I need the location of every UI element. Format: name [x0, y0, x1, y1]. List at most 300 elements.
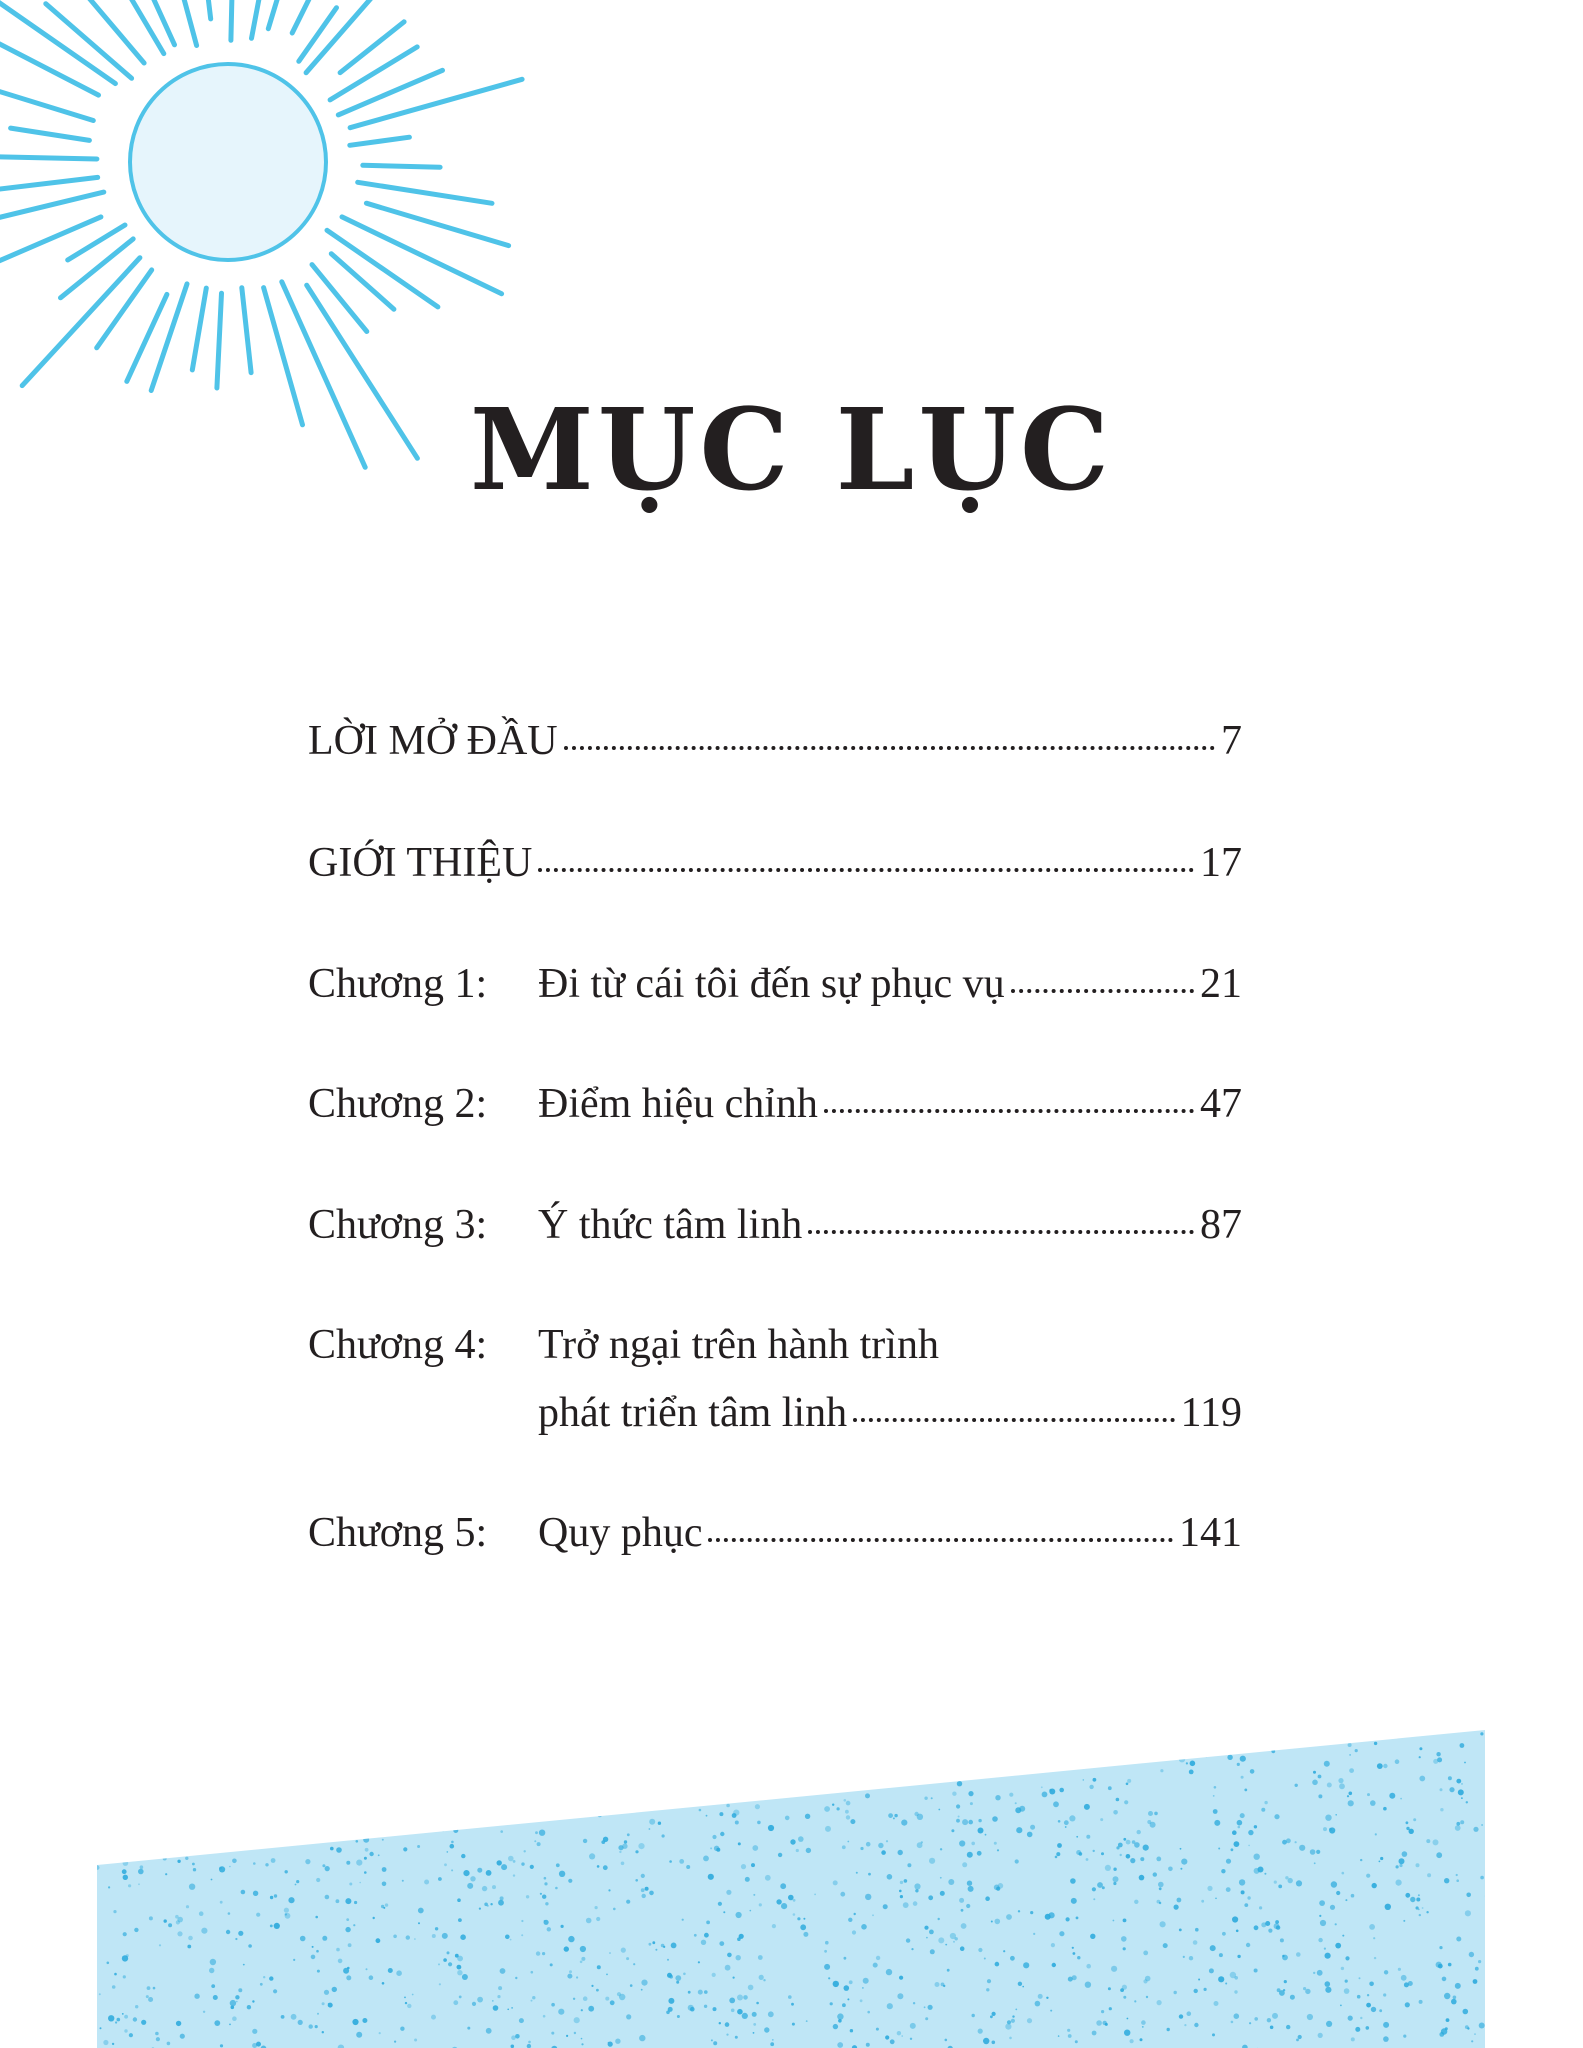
- speckle: [1229, 1737, 1233, 1741]
- speckle: [770, 1750, 772, 1752]
- speckle: [1267, 2018, 1271, 2022]
- speckle: [1375, 1833, 1377, 1835]
- speckle: [378, 1854, 380, 1856]
- speckle: [1101, 2010, 1104, 2013]
- speckle: [1140, 1857, 1144, 1861]
- toc-entry-label-line-2: phát triển tâm linh: [538, 1390, 848, 1436]
- speckle: [331, 1766, 337, 1772]
- speckle: [629, 1735, 633, 1739]
- speckle: [1213, 1795, 1215, 1797]
- speckle: [1288, 1878, 1293, 1883]
- speckle: [534, 1840, 536, 1842]
- speckle: [470, 1876, 475, 1881]
- speckle: [1383, 1764, 1387, 1768]
- toc-leader-dots: [538, 868, 1194, 872]
- speckle: [1402, 1851, 1408, 1857]
- speckle: [1005, 2024, 1011, 2030]
- speckle: [649, 1819, 655, 1825]
- speckle: [255, 1807, 257, 1809]
- speckle: [662, 1739, 664, 1741]
- speckle: [557, 1769, 560, 1772]
- speckle: [123, 1860, 129, 1866]
- speckle: [1071, 1898, 1077, 1904]
- speckle: [662, 1834, 665, 1837]
- speckle: [1323, 1827, 1327, 1831]
- speckle: [536, 1951, 540, 1955]
- speckle: [1030, 1911, 1033, 1914]
- speckle: [363, 1837, 369, 1843]
- speckle: [322, 2031, 324, 2033]
- speckle: [1277, 1988, 1281, 1992]
- speckle: [1168, 1867, 1173, 1872]
- speckle: [888, 1742, 891, 1745]
- speckle: [210, 1959, 216, 1965]
- speckle: [1181, 1744, 1183, 1746]
- speckle: [439, 1983, 441, 1985]
- speckle: [1248, 1830, 1253, 1835]
- speckle: [157, 1727, 162, 1732]
- speckle: [524, 1726, 530, 1732]
- toc-page-number: 21: [1200, 961, 1242, 1007]
- speckle: [1058, 2035, 1060, 2037]
- sun-ray: [299, 8, 337, 62]
- speckle: [1466, 1801, 1468, 1803]
- speckle: [1093, 1778, 1097, 1782]
- speckle: [406, 1935, 410, 1939]
- speckle: [1076, 1836, 1078, 1838]
- speckle: [738, 1842, 741, 1845]
- speckle: [569, 1970, 572, 1973]
- speckle: [641, 1980, 647, 1986]
- speckle: [291, 2014, 297, 2020]
- speckle: [1153, 1872, 1157, 1876]
- speckle: [281, 1800, 286, 1805]
- speckle: [361, 1735, 364, 1738]
- speckle: [124, 2029, 127, 2032]
- speckle: [1386, 1728, 1391, 1733]
- speckle: [1261, 1808, 1265, 1812]
- speckle: [968, 1886, 974, 1892]
- toc-entry-label: Đi từ cái tôi đến sự phục vụ: [538, 961, 1005, 1007]
- speckle: [1113, 1876, 1119, 1882]
- speckle: [668, 1998, 674, 2004]
- speckle: [406, 1826, 410, 1830]
- speckle: [484, 1788, 490, 1794]
- speckle: [983, 2038, 989, 2044]
- speckle: [699, 1809, 702, 1812]
- speckle: [886, 1969, 892, 1975]
- speckle: [1069, 1815, 1075, 1821]
- speckle: [642, 1894, 646, 1898]
- speckle: [1049, 1789, 1055, 1795]
- speckle: [98, 1729, 101, 1732]
- speckle: [1342, 1935, 1344, 1937]
- speckle: [184, 1823, 187, 1826]
- speckle: [370, 1800, 376, 1806]
- speckle: [208, 1790, 213, 1795]
- speckle: [226, 1930, 230, 1934]
- speckle: [1170, 1748, 1175, 1753]
- speckle: [1345, 1980, 1348, 1983]
- speckle: [366, 1968, 368, 1970]
- speckle: [1123, 1947, 1126, 1950]
- speckle: [900, 1895, 903, 1898]
- speckle: [1210, 1945, 1216, 1951]
- speckle: [1142, 2026, 1144, 2028]
- speckle: [336, 1847, 342, 1853]
- speckle: [1326, 1720, 1332, 1726]
- speckle: [727, 1953, 732, 1958]
- speckle: [220, 2044, 223, 2047]
- toc-entry-label: Điểm hiệu chỉnh: [538, 1081, 818, 1127]
- speckle: [1436, 1752, 1440, 1756]
- speckle: [890, 2039, 895, 2044]
- speckle: [1442, 1977, 1447, 1982]
- speckle: [107, 1962, 110, 1965]
- speckle: [1027, 2018, 1032, 2023]
- speckle: [1090, 1934, 1095, 1939]
- speckle: [1348, 2016, 1353, 2021]
- speckle: [1153, 1720, 1158, 1725]
- speckle: [219, 1866, 225, 1872]
- toc-entry-chapter-2: [308, 1083, 1242, 1125]
- speckle: [155, 1745, 161, 1751]
- speckle: [473, 1812, 476, 1815]
- speckle: [966, 1904, 970, 1908]
- speckle: [1461, 1797, 1463, 1799]
- speckle: [497, 1860, 502, 1865]
- speckle: [970, 1802, 973, 1805]
- speckle: [332, 1987, 337, 1992]
- speckle: [109, 1820, 113, 1824]
- speckle: [161, 1788, 165, 1792]
- speckle: [415, 1757, 421, 1763]
- speckle: [591, 1985, 593, 1987]
- speckle: [402, 1880, 404, 1882]
- speckle: [523, 1773, 526, 1776]
- speckle: [800, 1924, 806, 1930]
- speckle: [550, 1963, 553, 1966]
- speckle: [457, 1898, 461, 1902]
- speckle: [441, 1827, 445, 1831]
- speckle: [1019, 1806, 1025, 1812]
- speckle: [679, 1802, 685, 1808]
- speckle: [705, 1723, 708, 1726]
- speckle: [854, 1913, 856, 1915]
- speckle: [845, 1810, 849, 1814]
- speckle: [498, 1986, 502, 1990]
- speckle: [1284, 1980, 1287, 1983]
- speckle: [794, 1781, 797, 1784]
- speckle: [719, 2022, 721, 2024]
- speckle: [129, 2033, 133, 2037]
- speckle: [866, 2043, 870, 2047]
- speckle: [1193, 1940, 1198, 1945]
- speckle: [123, 1832, 126, 1835]
- speckle: [383, 1815, 386, 1818]
- speckle: [590, 1773, 595, 1778]
- speckle: [610, 2000, 615, 2005]
- speckle: [447, 1951, 450, 1954]
- speckle: [403, 1828, 407, 1832]
- speckle: [272, 1726, 274, 1728]
- speckle: [924, 1926, 928, 1930]
- speckle: [1214, 1786, 1217, 1789]
- speckle: [1418, 1909, 1420, 1911]
- speckle: [907, 1763, 913, 1769]
- speckle: [1015, 2009, 1017, 2011]
- speckle: [1181, 1859, 1187, 1865]
- speckle: [671, 1943, 677, 1949]
- speckle: [1444, 1993, 1450, 1999]
- speckle: [992, 2012, 996, 2016]
- speckle: [409, 1742, 413, 1746]
- speckle: [1160, 1769, 1163, 1772]
- speckle: [772, 1924, 776, 1928]
- speckle: [954, 1760, 957, 1763]
- speckle: [492, 2000, 494, 2002]
- speckle: [1324, 1761, 1330, 1767]
- speckle: [930, 1763, 935, 1768]
- speckle: [117, 2018, 121, 2022]
- speckle: [972, 2014, 975, 2017]
- speckle: [938, 1918, 940, 1920]
- speckle: [865, 1793, 870, 1798]
- speckle: [231, 1762, 236, 1767]
- speckle: [992, 1816, 998, 1822]
- speckle: [274, 1765, 277, 1768]
- speckle: [781, 1903, 787, 1909]
- speckle: [348, 1943, 352, 1947]
- speckle: [1083, 1779, 1085, 1781]
- speckle: [189, 1884, 195, 1890]
- speckle: [121, 1764, 124, 1767]
- speckle: [667, 1959, 669, 1961]
- speckle: [1009, 2037, 1012, 2040]
- speckle: [738, 1728, 740, 1730]
- speckle: [1374, 1957, 1376, 1959]
- speckle: [712, 1973, 716, 1977]
- speckle: [725, 2022, 730, 2027]
- speckle: [288, 1897, 294, 1903]
- speckle: [275, 1834, 278, 1837]
- speckle: [731, 2009, 735, 2013]
- speckle: [1320, 1920, 1326, 1926]
- speckle: [915, 1889, 918, 1892]
- speckle: [1337, 1724, 1342, 1729]
- speckle: [168, 1923, 172, 1927]
- speckle: [1330, 1905, 1335, 1910]
- speckle: [346, 1918, 349, 1921]
- speckle: [606, 1974, 608, 1976]
- speckle: [450, 1844, 455, 1849]
- speckle: [1286, 1838, 1291, 1843]
- speckle: [1405, 1893, 1410, 1898]
- speckle: [752, 1845, 758, 1851]
- sun-ray: [327, 230, 438, 307]
- speckle: [580, 1946, 586, 1952]
- speckle: [1473, 1979, 1478, 1984]
- speckle: [288, 1806, 292, 1810]
- speckle: [354, 1901, 357, 1904]
- speckle: [1455, 1825, 1461, 1831]
- toc-leader-dots: [853, 1418, 1174, 1422]
- speckle: [1015, 1802, 1017, 1804]
- speckle: [113, 1910, 116, 1913]
- speckle: [526, 1895, 529, 1898]
- speckle: [1147, 1820, 1151, 1824]
- toc-chapter-number: Chương 3:: [308, 1202, 488, 1248]
- speckle: [871, 1731, 875, 1735]
- speckle: [541, 1754, 547, 1760]
- speckle: [1475, 1967, 1479, 1971]
- speckle: [938, 1809, 940, 1811]
- speckle: [1383, 2022, 1389, 2028]
- speckle: [723, 1911, 725, 1913]
- speckle: [1465, 2025, 1469, 2029]
- speckle: [163, 1857, 167, 1861]
- speckle: [400, 2027, 404, 2031]
- speckle: [233, 1821, 236, 1824]
- speckle: [1369, 1982, 1374, 1987]
- speckle: [667, 1973, 672, 1978]
- speckle: [621, 1781, 627, 1787]
- speckle: [1280, 1938, 1284, 1942]
- speckle: [716, 1848, 720, 1852]
- speckle: [194, 1773, 197, 1776]
- speckle: [1400, 1798, 1402, 1800]
- speckle: [311, 1955, 316, 1960]
- speckle: [1221, 1726, 1225, 1730]
- speckle: [123, 1975, 126, 1978]
- speckle: [1124, 1757, 1129, 1762]
- speckle: [382, 1867, 387, 1872]
- speckle: [914, 1740, 916, 1742]
- speckle: [1295, 1841, 1297, 1843]
- speckle: [342, 1742, 348, 1748]
- speckle: [1292, 1724, 1294, 1726]
- toc-entry-chapter-3: [308, 1204, 1242, 1246]
- speckle: [1189, 1956, 1193, 1960]
- speckle: [1460, 1820, 1464, 1824]
- speckle: [1469, 1952, 1474, 1957]
- speckle: [856, 1872, 858, 1874]
- speckle: [511, 2035, 516, 2040]
- speckle: [943, 1985, 945, 1987]
- speckle: [865, 1750, 871, 1756]
- speckle: [1259, 1906, 1262, 1909]
- speckle: [698, 1990, 703, 1995]
- speckle: [1410, 1897, 1415, 1902]
- speckle: [1486, 2043, 1488, 2045]
- speckle: [729, 1998, 735, 2004]
- speckle: [172, 1750, 176, 1754]
- speckle: [906, 1938, 910, 1942]
- speckle: [1355, 1749, 1358, 1752]
- speckle: [541, 1774, 547, 1780]
- speckle: [232, 1859, 237, 1864]
- speckle: [1465, 1910, 1471, 1916]
- speckle: [901, 2035, 903, 2037]
- speckle: [945, 1944, 947, 1946]
- speckle: [763, 1979, 765, 1981]
- speckle: [573, 1998, 575, 2000]
- speckle: [698, 1961, 700, 1963]
- speckle: [235, 1995, 239, 1999]
- speckle: [558, 2009, 564, 2015]
- speckle: [776, 1899, 781, 1904]
- speckle: [492, 1885, 496, 1889]
- speckle: [490, 1903, 492, 1905]
- speckle: [194, 1994, 199, 1999]
- speckle: [1285, 1732, 1291, 1738]
- speckle: [1464, 1762, 1466, 1764]
- speckle: [231, 2006, 235, 2010]
- speckle: [782, 1780, 785, 1783]
- sun-ray: [97, 270, 152, 348]
- speckle: [376, 1938, 381, 1943]
- speckle: [1134, 1900, 1138, 1904]
- speckle: [186, 1905, 189, 1908]
- speckle: [978, 2029, 983, 2034]
- speckle: [312, 1946, 314, 1948]
- speckle: [547, 1927, 551, 1931]
- speckle: [1046, 1997, 1048, 1999]
- speckle: [770, 1727, 774, 1731]
- speckle: [1219, 1953, 1223, 1957]
- speckle: [221, 1825, 227, 1831]
- speckle: [187, 1844, 189, 1846]
- speckle: [1288, 1726, 1290, 1728]
- speckle: [1438, 1964, 1443, 1969]
- speckle: [1121, 1936, 1127, 1942]
- speckle: [1238, 1826, 1241, 1829]
- speckle: [1456, 1874, 1458, 1876]
- speckle: [677, 1742, 682, 1747]
- speckle: [868, 1873, 871, 1876]
- speckle: [635, 1879, 638, 1882]
- speckle: [540, 1893, 542, 1895]
- speckle: [1399, 1858, 1405, 1864]
- toc-entry-label: Quy phục: [538, 1510, 703, 1556]
- speckle: [597, 1865, 600, 1868]
- speckle: [803, 1932, 808, 1937]
- speckle: [1351, 2037, 1355, 2041]
- speckle: [209, 1968, 214, 1973]
- speckle: [202, 1833, 204, 1835]
- speckle: [455, 1725, 457, 1727]
- speckle: [778, 1853, 782, 1857]
- speckle: [603, 1865, 608, 1870]
- speckle: [431, 2015, 436, 2020]
- speckle: [725, 1793, 727, 1795]
- speckle: [669, 1860, 672, 1863]
- speckle: [1078, 1717, 1084, 1723]
- speckle: [532, 1996, 535, 1999]
- speckle: [1108, 1786, 1112, 1790]
- speckle: [479, 1721, 482, 1724]
- speckle: [701, 1940, 706, 1945]
- speckle: [759, 1975, 764, 1980]
- speckle: [1123, 1996, 1126, 1999]
- speckle: [598, 1804, 603, 1809]
- speckle: [739, 1934, 744, 1939]
- speckle: [544, 1877, 547, 1880]
- speckle: [1237, 1763, 1240, 1766]
- speckle: [968, 1791, 973, 1796]
- speckle: [1335, 1814, 1337, 1816]
- speckle: [1127, 1779, 1131, 1783]
